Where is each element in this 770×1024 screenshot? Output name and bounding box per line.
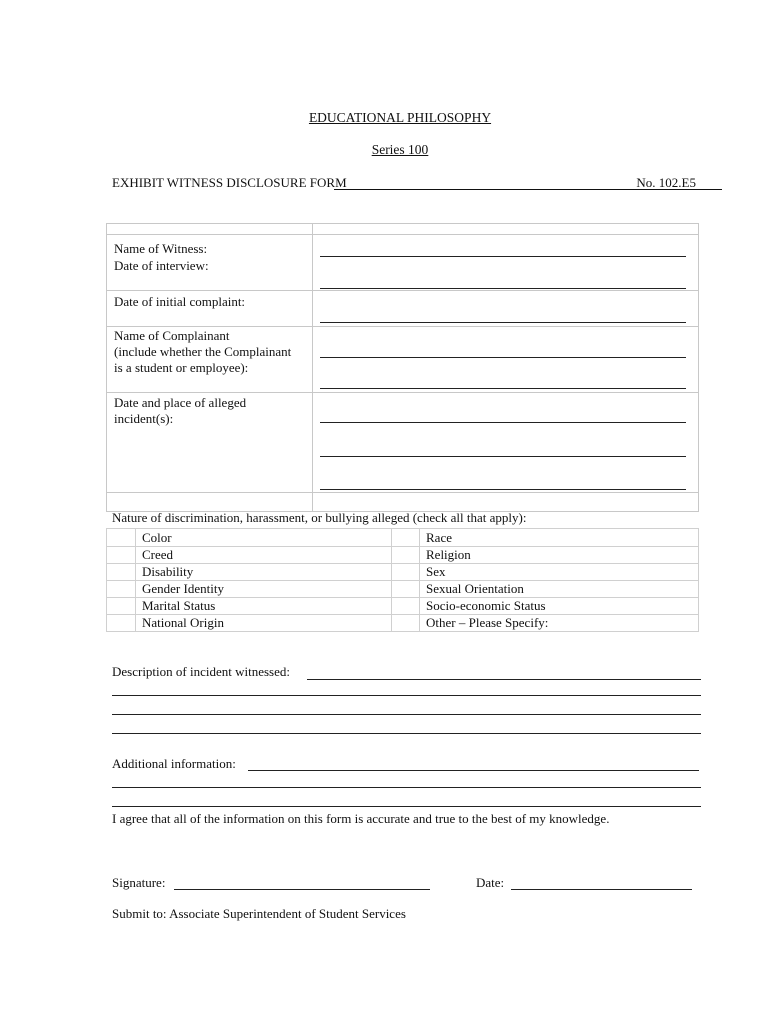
incident-field[interactable] [320, 422, 686, 423]
series-label [0, 142, 770, 158]
option-gender-identity[interactable]: Gender Identity [142, 581, 224, 596]
option-sex[interactable]: Sex [426, 564, 446, 579]
witness-name-label: Name of Witness: [114, 241, 208, 256]
option-socio-economic-status[interactable]: Socio-economic Status [426, 598, 546, 613]
table-rule [107, 326, 698, 327]
interview-date-label: Date of interview: [114, 258, 209, 273]
witness-info-table [106, 223, 699, 512]
option-other[interactable]: Other – Please Specify: [426, 615, 549, 630]
category-row [107, 546, 698, 564]
additional-info-field[interactable] [248, 770, 699, 771]
option-religion[interactable]: Religion [426, 547, 471, 562]
incident-date-place-label: Date and place of alleged [114, 395, 247, 410]
agreement-statement: I agree that all of the information on this form is accurate and true to the best of my knowledge. [112, 811, 610, 826]
incident-label: incident(s): [114, 411, 174, 426]
incident-field[interactable] [320, 489, 686, 490]
signature-label: Signature: [112, 875, 166, 890]
option-race[interactable]: Race [426, 530, 452, 545]
exhibit-row [112, 175, 696, 193]
form-title-text: EDUCATIONAL PHILOSOPHY [308, 110, 492, 125]
interview-date-field[interactable] [320, 288, 686, 289]
additional-info-field[interactable] [112, 787, 701, 788]
incident-field[interactable] [320, 456, 686, 457]
witness-name-field[interactable] [320, 256, 686, 257]
initial-complaint-date-label: Date of initial complaint: [114, 294, 246, 309]
option-color[interactable]: Color [142, 530, 172, 545]
category-row [107, 614, 698, 632]
option-marital-status[interactable]: Marital Status [142, 598, 216, 613]
description-field[interactable] [112, 733, 701, 734]
category-row [107, 563, 698, 581]
additional-info-label: Additional information: [112, 756, 236, 771]
option-national-origin[interactable]: National Origin [142, 615, 224, 630]
description-field[interactable] [112, 695, 701, 696]
table-rule [107, 234, 698, 235]
submit-to-text: Submit to: Associate Superintendent of Student Services [112, 906, 406, 921]
complainant-type-field[interactable] [320, 388, 686, 389]
description-label: Description of incident witnessed: [112, 664, 290, 679]
complainant-name-field[interactable] [320, 357, 686, 358]
category-row [107, 529, 698, 547]
category-row [107, 597, 698, 615]
form-number: No. 102.E5 [636, 175, 696, 190]
option-disability[interactable]: Disability [142, 564, 194, 579]
complainant-note-label: (include whether the Complainant [114, 344, 292, 359]
nature-label: Nature of discrimination, harassment, or bullying alleged (check all that apply): [112, 510, 527, 525]
option-sexual-orientation[interactable]: Sexual Orientation [426, 581, 524, 596]
category-checklist [106, 528, 699, 632]
table-rule [107, 492, 698, 493]
form-title [0, 110, 770, 126]
description-field[interactable] [307, 679, 701, 680]
table-divider [312, 224, 313, 511]
complainant-name-label: Name of Complainant [114, 328, 230, 343]
table-rule [107, 392, 698, 393]
additional-info-field[interactable] [112, 806, 701, 807]
initial-complaint-date-field[interactable] [320, 322, 686, 323]
complainant-note-label: is a student or employee): [114, 360, 249, 375]
series-text: Series 100 [371, 142, 429, 157]
date-field[interactable] [511, 889, 692, 890]
date-label: Date: [476, 875, 505, 890]
option-creed[interactable]: Creed [142, 547, 174, 562]
description-field[interactable] [112, 714, 701, 715]
exhibit-label: EXHIBIT WITNESS DISCLOSURE FORM [112, 175, 347, 190]
table-rule [107, 290, 698, 291]
signature-field[interactable] [174, 889, 430, 890]
category-row [107, 580, 698, 598]
